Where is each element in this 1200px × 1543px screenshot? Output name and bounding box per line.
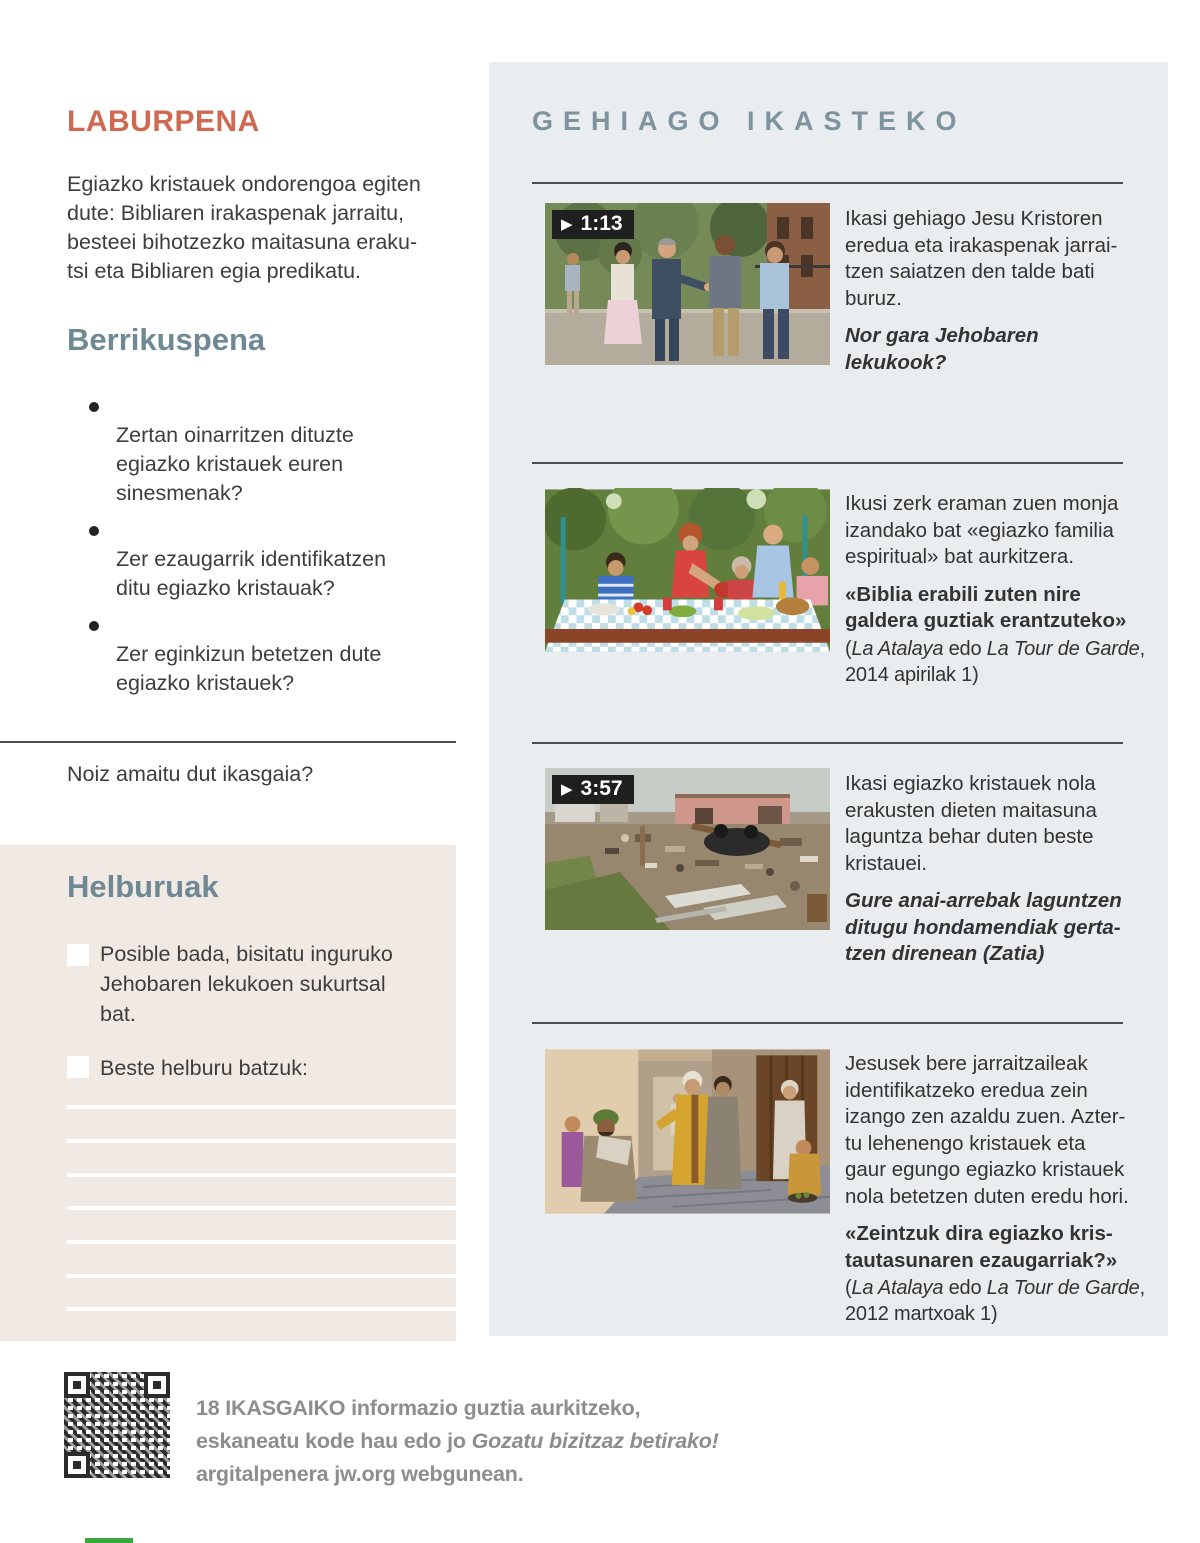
writing-line[interactable] xyxy=(67,1274,456,1278)
footer-text-segment: eskaneatu kode hau edo jo xyxy=(196,1429,472,1453)
publication-name: Gozatu bizitzaz betirako! xyxy=(471,1429,719,1453)
article-title-link[interactable]: «Biblia erabili zuten nire galdera guztiak erantzuteko» xyxy=(845,582,1127,632)
citation-text: ( xyxy=(845,637,852,660)
video-duration: 3:57 xyxy=(580,777,623,800)
video-thumbnail-preaching[interactable] xyxy=(545,203,830,365)
goals-panel xyxy=(0,845,456,1341)
bullet-icon xyxy=(89,621,99,631)
goal-item-text: Beste helburu batzuk: xyxy=(100,1056,308,1080)
play-icon: ▶ xyxy=(561,216,573,233)
review-item xyxy=(89,611,439,698)
row-divider xyxy=(532,742,1123,744)
citation-text: , 2012 martxoak 1) xyxy=(845,1277,1145,1325)
review-item-text: Zer ezaugarrik identifikatzen ditu egiazko kristauak? xyxy=(116,547,387,600)
row-description: Ikasi gehiago Jesu Kristoren eredua eta irakaspenak jarrai- tzen saiatzen den talde bati buruz. xyxy=(845,207,1118,310)
review-item-text: Zertan oinarritzen dituzte egiazko kristauek euren sinesmenak? xyxy=(116,423,354,505)
publication-citation xyxy=(845,1275,1147,1327)
qr-finder-icon xyxy=(144,1372,170,1398)
publication-citation xyxy=(845,636,1147,688)
writing-line[interactable] xyxy=(67,1206,456,1210)
goal-checkbox[interactable] xyxy=(67,944,89,966)
biblical-scene-image xyxy=(545,1048,830,1215)
article-title-link[interactable]: «Zeintzuk dira egiazko kris- tautasunaren ezaugarriak?» xyxy=(845,1222,1118,1272)
publication-name: La Tour de Garde xyxy=(986,1277,1140,1299)
review-heading: Berrikuspena xyxy=(67,322,266,357)
footer-text: argitalpenera jw.org webgunean. xyxy=(196,1462,524,1486)
goal-item-text: Posible bada, bisitatu inguruko Jehobaren lekukoen sukurtsal bat. xyxy=(100,942,393,1026)
bullet-icon xyxy=(89,402,99,412)
video-duration-badge xyxy=(552,210,634,239)
completion-question: Noiz amaitu dut ikasgaia? xyxy=(67,762,314,786)
goals-heading: Helburuak xyxy=(67,869,219,904)
row-description: Ikusi zerk eraman zuen monja izandako bat «egiazko familia espiritual» bat aurkitzera. xyxy=(845,492,1119,568)
print-registration-mark xyxy=(85,1538,133,1543)
writing-line[interactable] xyxy=(67,1173,456,1177)
footer-text xyxy=(196,1429,719,1454)
review-item xyxy=(89,392,439,508)
summary-heading: LABURPENA xyxy=(67,105,260,138)
row-divider xyxy=(532,462,1123,464)
video-title-link[interactable]: Gure anai-arrebak laguntzen ditugu hondamendiak gerta- tzen direnean (Zatia) xyxy=(845,889,1122,965)
row-description: Jesusek bere jarraitzaileak identifikatzeko eredua zein izango zen azaldu zuen. Azter- tu lehenengo kristauek eta gaur egungo egiazko kristauek nola betetzen duten eredu hori. xyxy=(845,1052,1129,1208)
video-duration: 1:13 xyxy=(580,212,623,235)
qr-code xyxy=(64,1372,170,1478)
row-divider xyxy=(532,1022,1123,1024)
review-item-text: Zer eginkizun betetzen dute egiazko kristauek? xyxy=(116,642,382,695)
writing-line[interactable] xyxy=(67,1105,456,1109)
writing-line[interactable] xyxy=(67,1139,456,1143)
photo-family-meal xyxy=(545,488,830,653)
section-divider xyxy=(0,741,456,743)
citation-text: edo xyxy=(943,637,987,660)
writing-line[interactable] xyxy=(67,1240,456,1244)
learn-more-heading: GEHIAGO IKASTEKO xyxy=(532,106,967,136)
row-divider xyxy=(532,182,1123,184)
video-title-link[interactable]: Nor gara Jehobaren lekukook? xyxy=(845,324,1039,374)
writing-line[interactable] xyxy=(67,1307,456,1311)
citation-text: ( xyxy=(845,1277,852,1299)
qr-finder-icon xyxy=(64,1372,90,1398)
bullet-icon xyxy=(89,526,99,536)
video-thumbnail-disaster-relief[interactable] xyxy=(545,768,830,930)
citation-text: , 2014 apirilak 1) xyxy=(845,637,1145,686)
play-icon: ▶ xyxy=(561,781,573,798)
row-description: Ikasi egiazko kristauek nola erakusten dieten maitasuna laguntza behar duten beste kristauei. xyxy=(845,772,1097,875)
qr-finder-icon xyxy=(64,1452,90,1478)
publication-name: La Atalaya xyxy=(851,637,944,660)
review-item xyxy=(89,516,439,603)
illustration-first-century-christians xyxy=(545,1048,830,1215)
summary-paragraph: Egiazko kristauek ondorengoa egiten dute: Bibliaren irakaspenak jarraitu, besteei bihotzezko maitasuna eraku- tsi eta Bibliaren egia predikatu. xyxy=(67,172,421,283)
learn-more-panel xyxy=(489,62,1168,1336)
video-duration-badge xyxy=(552,775,634,804)
goal-checkbox[interactable] xyxy=(67,1056,89,1078)
publication-name: La Atalaya xyxy=(851,1277,944,1299)
family-meal-image xyxy=(545,488,830,653)
publication-name: La Tour de Garde xyxy=(986,637,1140,660)
review-list xyxy=(89,392,439,706)
footer-text: 18 IKASGAIKO informazio guztia aurkitzeko, xyxy=(196,1396,641,1420)
citation-text: edo xyxy=(943,1277,987,1299)
